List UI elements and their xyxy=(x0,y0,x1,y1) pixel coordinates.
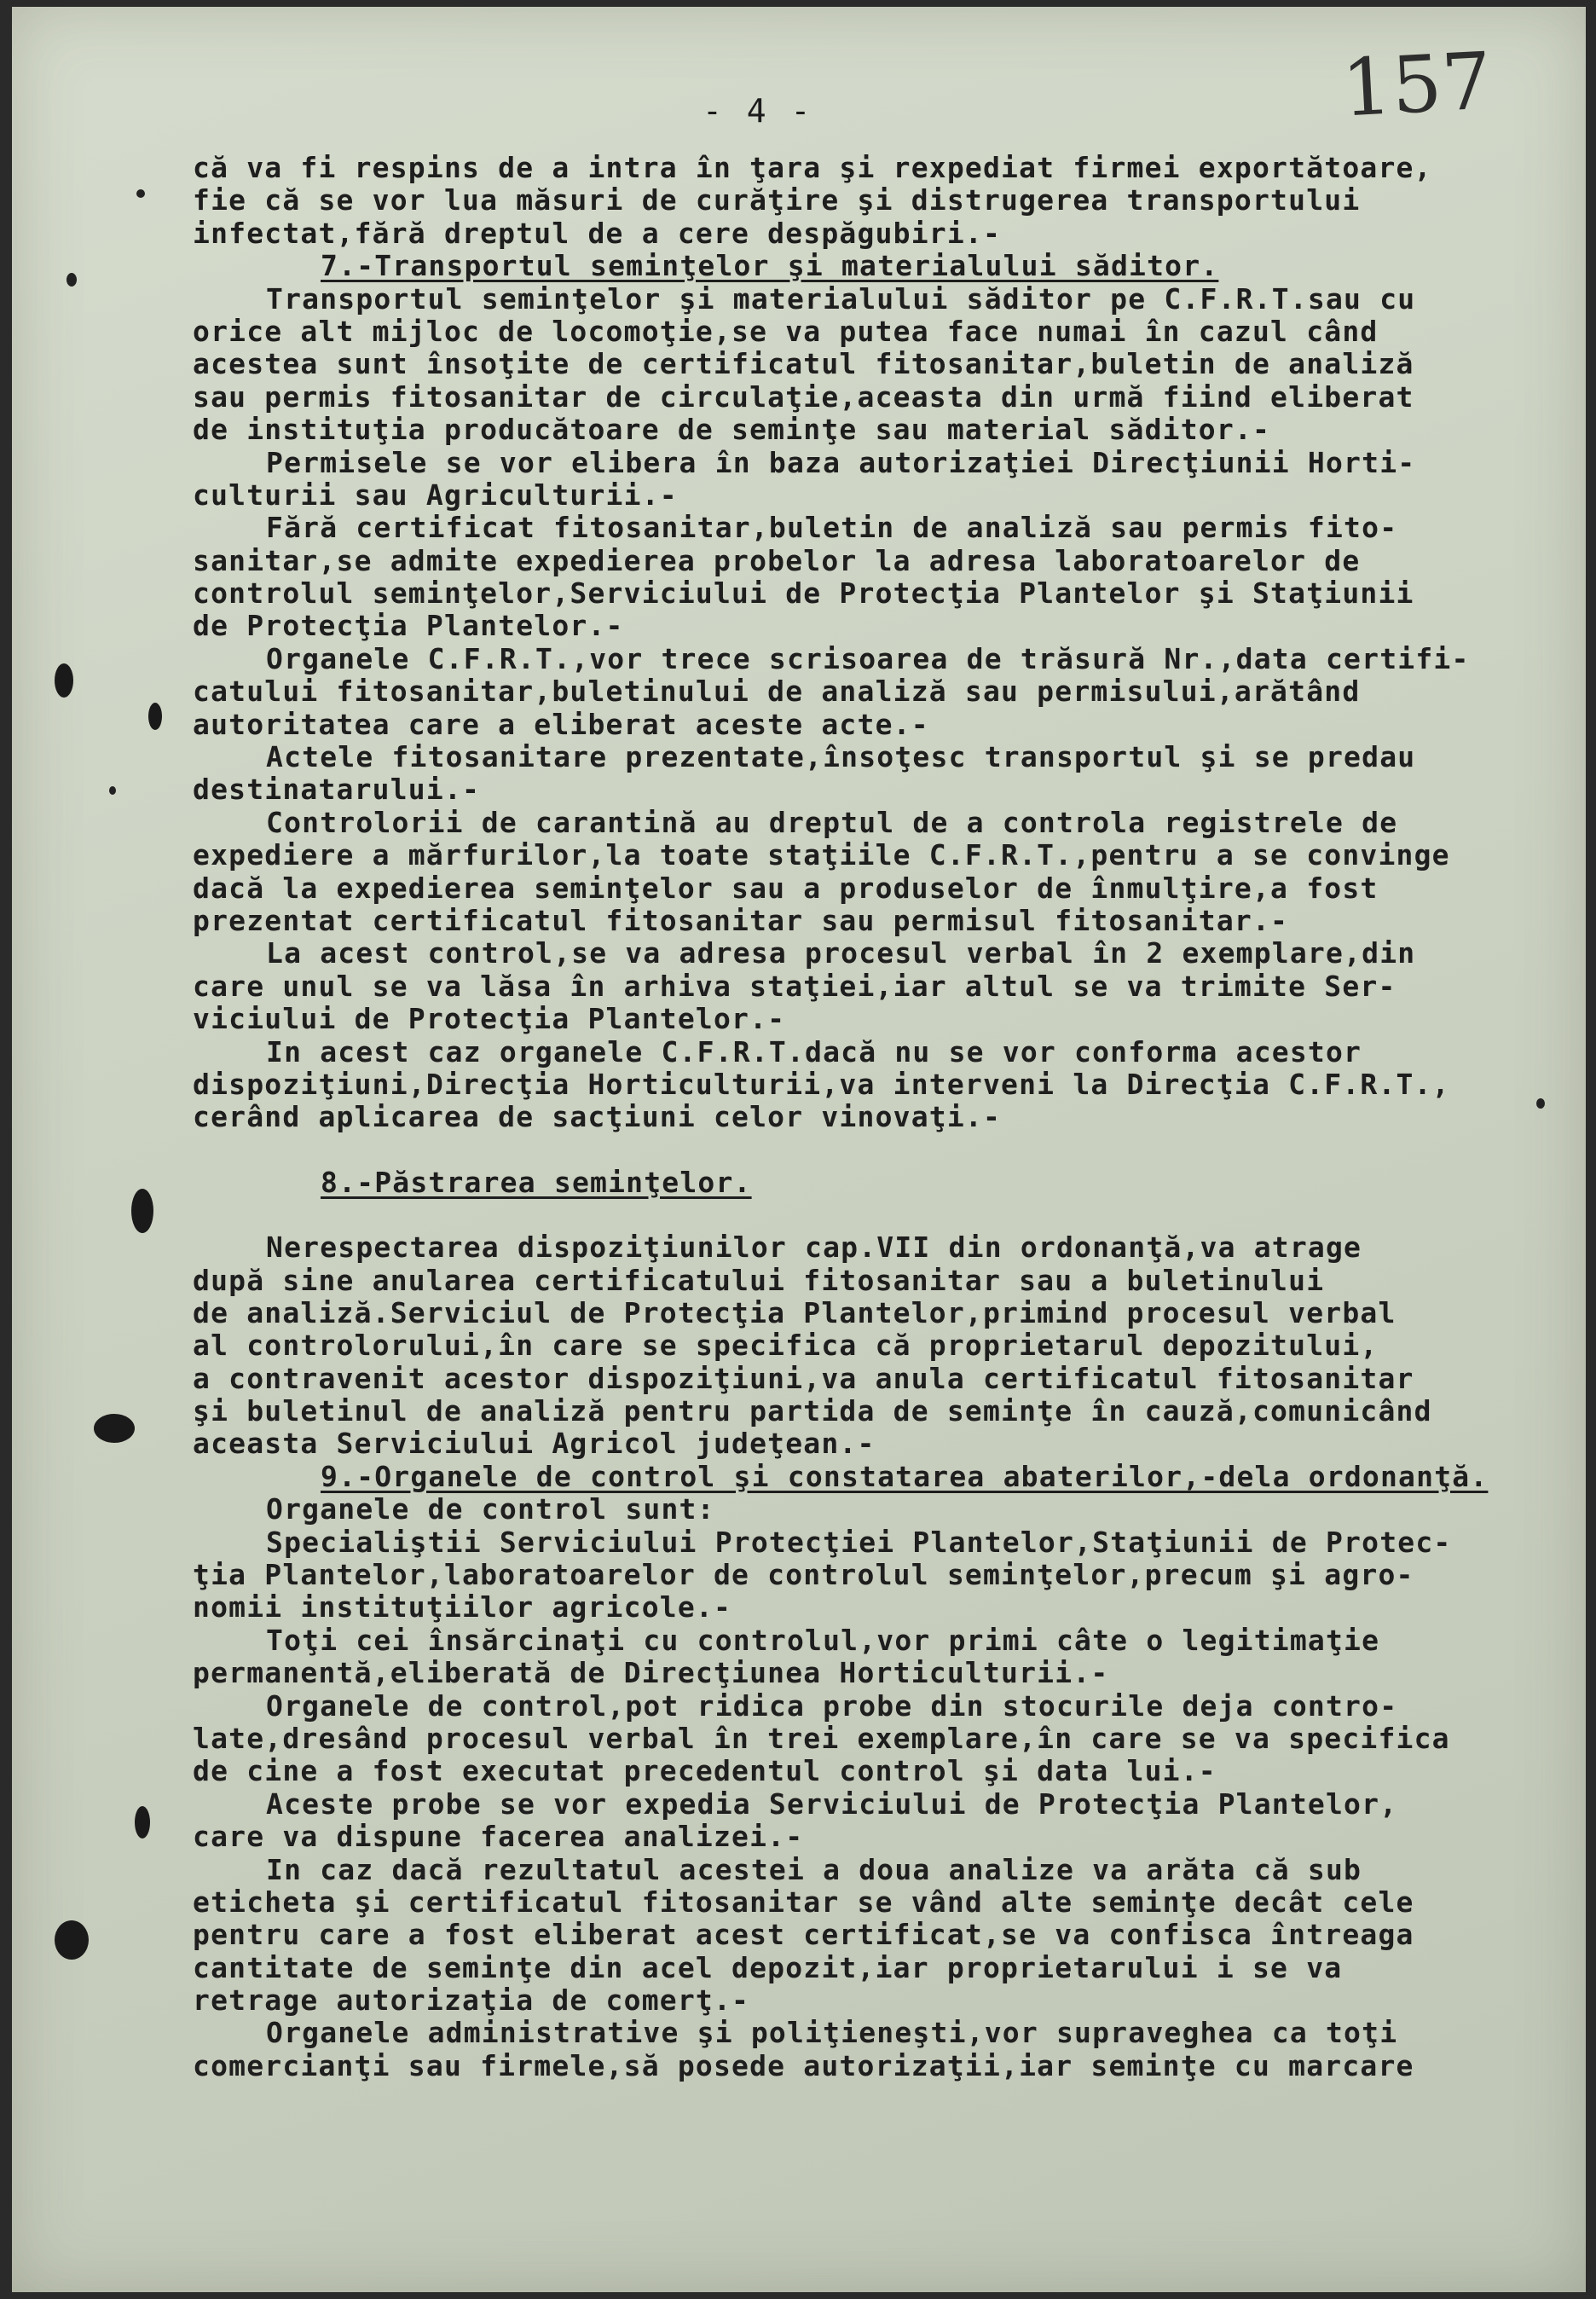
text-line: Organele administrative şi poliţieneşti,vor supraveghea ca toţi xyxy=(266,2016,1398,2050)
text-line: a contravenit acestor dispoziţiuni,va anula certificatul fitosanitar xyxy=(193,1361,1414,1395)
text-line: de analiză.Serviciul de Protecţia Plantelor,primind procesul verbal xyxy=(193,1295,1396,1329)
punch-hole xyxy=(94,1414,135,1443)
text-line: In caz dacă rezultatul acestei a doua analize va arăta că sub xyxy=(266,1852,1362,1886)
section-heading: 8.-Păstrarea seminţelor. xyxy=(321,1165,752,1199)
text-line: prezentat certificatul fitosanitar sau permisul fitosanitar.- xyxy=(193,903,1289,937)
text-line: orice alt mijloc de locomoţie,se va putea face numai în cazul când xyxy=(193,314,1379,348)
text-line: viciului de Protecţia Plantelor.- xyxy=(193,1002,786,1036)
text-line: In acest caz organele C.F.R.T.dacă nu se vor conforma acestor xyxy=(266,1034,1362,1068)
text-line: sau permis fitosanitar de circulaţie,aceasta din urmă fiind eliberat xyxy=(193,379,1414,414)
text-line: Transportul seminţelor şi materialului săditor pe C.F.R.T.sau cu xyxy=(266,281,1416,316)
text-line: Organele C.F.R.T.,vor trece scrisoarea de trăsură Nr.,data certifi- xyxy=(266,641,1470,675)
text-line: după sine anularea certificatului fitosanitar sau a buletinului xyxy=(193,1263,1325,1297)
text-line: Organele de control sunt: xyxy=(266,1492,715,1526)
text-line: al controlorului,în care se specifica că proprietarul depozitului, xyxy=(193,1329,1379,1363)
text-line: Permisele se vor elibera în baza autorizaţiei Direcţiunii Horti- xyxy=(266,445,1416,479)
text-line: ţia Plantelor,laboratoarelor de controlul seminţelor,precum şi agro- xyxy=(193,1558,1414,1592)
text-line: retrage autorizaţia de comerţ.- xyxy=(193,1983,750,2018)
text-line: catului fitosanitar,buletinului de analiză sau permisului,arătând xyxy=(193,675,1361,709)
text-line: acestea sunt însoţite de certificatul fitosanitar,buletin de analiză xyxy=(193,347,1414,381)
text-line: dacă la expedierea seminţelor sau a produselor de înmulţire,a fost xyxy=(193,871,1379,905)
text-line: sanitar,se admite expedierea probelor la adresa laboratoarelor de xyxy=(193,543,1361,577)
section-heading: 7.-Transportul seminţelor şi materialului săditor. xyxy=(321,249,1219,283)
text-line: Organele de control,pot ridica probe din stocurile deja contro- xyxy=(266,1688,1398,1723)
text-line: de instituţia producătoare de seminţe sau material săditor.- xyxy=(193,413,1271,447)
pin-mark xyxy=(136,189,145,198)
text-line: care unul se va lăsa în arhiva staţiei,iar altul se va trimite Ser- xyxy=(193,969,1396,1003)
text-line: permanentă,eliberată de Direcţiunea Horticulturii.- xyxy=(193,1656,1109,1690)
text-line: dispoziţiuni,Direcţia Horticulturii,va interveni la Direcţia C.F.R.T., xyxy=(193,1067,1450,1101)
text-line: de cine a fost executat precedentul control şi data lui.- xyxy=(193,1754,1217,1788)
handwritten-page-number: 157 xyxy=(1339,35,1495,135)
text-line: care va dispune facerea analizei.- xyxy=(193,1820,804,1854)
text-line: Actele fitosanitare prezentate,însoţesc transportul şi se predau xyxy=(266,740,1416,774)
text-line: Specialiştii Serviciului Protecţiei Plantelor,Staţiunii de Protec- xyxy=(266,1525,1452,1559)
text-line: controlul seminţelor,Serviciului de Protecţia Plantelor şi Staţiunii xyxy=(193,576,1414,611)
pin-mark xyxy=(109,786,116,795)
text-line: fie că se vor lua măsuri de curăţire şi distrugerea transportului xyxy=(193,183,1361,217)
section-heading: 9.-Organele de control şi constatarea abaterilor,-dela ordonanţă. xyxy=(321,1459,1489,1493)
punch-hole xyxy=(55,663,73,698)
text-line: expediere a mărfurilor,la toate staţiile C.F.R.T.,pentru a se convinge xyxy=(193,838,1450,872)
blank-line xyxy=(193,1199,1586,1231)
text-line: pentru care a fost eliberat acest certificat,se va confisca întreaga xyxy=(193,1918,1414,1952)
text-line: autoritatea care a eliberat aceste acte.- xyxy=(193,707,929,741)
page-number: - 4 - xyxy=(703,92,813,130)
pin-mark xyxy=(1536,1098,1545,1109)
text-line: Aceste probe se vor expedia Serviciului de Protecţia Plantelor, xyxy=(266,1787,1398,1821)
document-body xyxy=(193,152,1586,2082)
punch-hole xyxy=(55,1920,89,1960)
document-page xyxy=(12,7,1586,2292)
punch-hole xyxy=(135,1806,150,1839)
punch-hole xyxy=(131,1189,153,1233)
text-line: aceasta Serviciului Agricol judeţean.- xyxy=(193,1427,876,1461)
text-line: de Protecţia Plantelor.- xyxy=(193,609,624,643)
text-line: destinatarului.- xyxy=(193,773,481,807)
text-line: Toţi cei însărcinaţi cu controlul,vor primi câte o legitimaţie xyxy=(266,1623,1380,1657)
text-line: nomii instituţiilor agricole.- xyxy=(193,1590,732,1624)
text-line: şi buletinul de analiză pentru partida de seminţe în cauză,comunicând xyxy=(193,1394,1432,1428)
text-line: late,dresând procesul verbal în trei exemplare,în care se va specifica xyxy=(193,1721,1450,1755)
pin-mark xyxy=(66,273,77,287)
text-line: eticheta şi certificatul fitosanitar se vând alte seminţe decât cele xyxy=(193,1885,1414,1919)
text-line: Fără certificat fitosanitar,buletin de analiză sau permis fito- xyxy=(266,511,1398,545)
text-line: La acest control,se va adresa procesul verbal în 2 exemplare,din xyxy=(266,936,1416,970)
text-line: cerând aplicarea de sacţiuni celor vinovaţi.- xyxy=(193,1100,1002,1134)
text-line: cantitate de seminţe din acel depozit,iar proprietarului i se va xyxy=(193,1950,1343,1984)
text-line: Controlorii de carantină au dreptul de a controla registrele de xyxy=(266,805,1398,839)
text-line: Nerespectarea dispoziţiunilor cap.VII din ordonanţă,va atrage xyxy=(266,1231,1362,1265)
punch-hole xyxy=(148,703,162,730)
text-line: că va fi respins de a intra în ţara şi rexpediat firmei exportătoare, xyxy=(193,151,1432,184)
text-line: comercianţi sau firmele,să posede autorizaţii,iar seminţe cu marcare xyxy=(193,2048,1414,2082)
blank-line xyxy=(193,1134,1586,1167)
text-line: culturii sau Agriculturii.- xyxy=(193,478,678,512)
text-line: infectat,fără dreptul de a cere despăgubiri.- xyxy=(193,216,1002,250)
